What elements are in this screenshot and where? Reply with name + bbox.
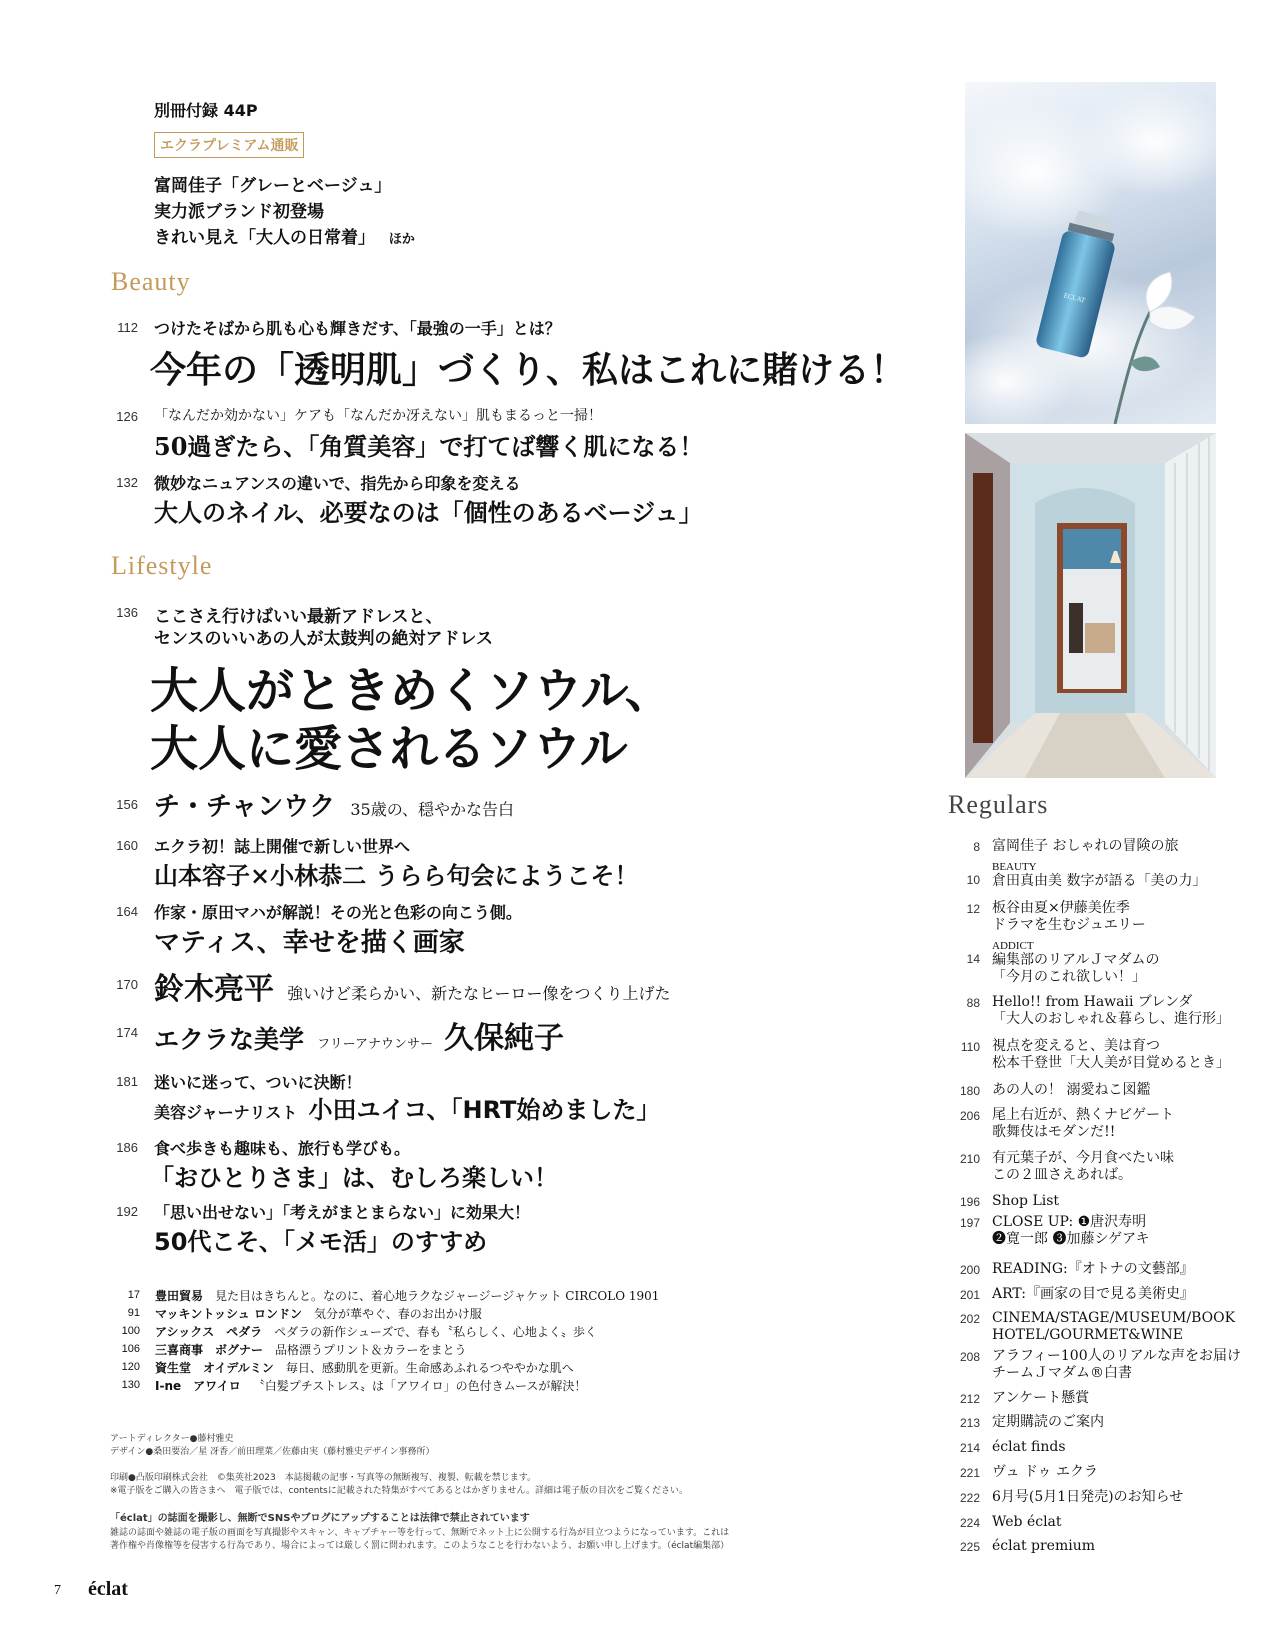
regular-title-line: この２皿さえあれば。: [992, 1167, 1132, 1183]
regular-item: [992, 1439, 1066, 1456]
regular-title-line: éclat finds: [992, 1439, 1066, 1455]
supplement-hoka: ほか: [388, 232, 415, 247]
regular-page: 208: [959, 1350, 980, 1364]
feature-title: 大人がときめくソウル、: [150, 663, 673, 719]
ad-item: [155, 1341, 467, 1358]
ad-brand: マッキントッシュ ロンドン: [155, 1307, 302, 1321]
warning-text: 著作権や肖像権等を侵害する行為であり、場合によっては厳しく罰に問われます。このようなことを行わないよう、お願い申し上げます。（éclat編集部）: [110, 1541, 730, 1551]
ad-brand: I-ne アワイロ: [155, 1379, 241, 1393]
page-number: 186: [116, 1140, 138, 1155]
supplement-line: [154, 223, 415, 248]
article-lead: 迷いに迷って、ついに決断！: [154, 1073, 362, 1092]
ad-page: 17: [127, 1289, 140, 1301]
regular-page: 222: [959, 1491, 980, 1505]
article-title: 50過ぎたら、「角質美容」で打てば響く肌になる！: [154, 432, 704, 461]
regular-page: 214: [959, 1441, 980, 1455]
page-number: 160: [116, 838, 138, 853]
regular-title-line: 有元葉子が、今月食べたい味: [992, 1150, 1174, 1166]
product-photo: [965, 82, 1216, 424]
section-heading-lifestyle: Lifestyle: [111, 551, 213, 580]
regular-page: 12: [966, 902, 980, 916]
regular-item: [992, 900, 1146, 934]
regular-item: [992, 1390, 1089, 1407]
ad-brand: 三喜商事 ボグナー: [155, 1343, 264, 1357]
article-title: 今年の「透明肌」づくり、私はこれに賭ける！: [150, 349, 907, 391]
regular-title-line: 「今月のこれ欲しい！」: [992, 969, 1146, 985]
article-sub: 美容ジャーナリスト: [154, 1103, 298, 1122]
folio-logo: éclat: [88, 1578, 128, 1600]
regular-page: 88: [966, 996, 980, 1010]
regular-title-line: 尾上右近が、熱くナビゲート: [992, 1107, 1174, 1123]
ad-text: 見た目はきちんと。なのに、着心地ラクなジャージージャケット CIRCOLO 1901: [215, 1289, 660, 1303]
article-title-text: エクラな美学: [154, 1025, 305, 1054]
regular-item: [992, 1082, 1150, 1099]
regular-title-line: éclat premium: [992, 1538, 1096, 1554]
regular-title-line: アラフィー100人のリアルな声をお届け: [992, 1348, 1242, 1364]
regular-page: 202: [959, 1312, 980, 1326]
page-number: 192: [116, 1204, 138, 1219]
regular-page: 224: [959, 1516, 980, 1530]
regular-item: [992, 1150, 1174, 1184]
regular-title-line: 視点を変えると、美は育つ: [992, 1038, 1160, 1054]
page-number: 181: [116, 1074, 138, 1089]
regular-item: [992, 1514, 1062, 1531]
regular-title-line: Shop List: [992, 1193, 1060, 1209]
regular-page: 210: [959, 1152, 980, 1166]
credit-ebook: ※電子版をご購入の皆さまへ 電子版では、contentsに記載された特集がすべてあるとはかぎりません。詳細は電子版の目次をご覧ください。: [110, 1486, 689, 1496]
article-title: [154, 1013, 564, 1057]
supplement-line: 実力派ブランド初登場: [154, 202, 324, 222]
ad-item: [155, 1359, 574, 1376]
ad-item: [155, 1377, 586, 1394]
regular-page: 8: [973, 840, 980, 854]
page-number: 156: [116, 797, 138, 812]
regular-title-line: Web éclat: [992, 1514, 1062, 1530]
regular-item: [992, 1286, 1194, 1303]
article-name: 久保純子: [444, 1021, 565, 1056]
regular-title-line: ART:『画家の目で見る美術史』: [992, 1286, 1194, 1302]
regular-title-line: ドラマを生むジュエリー: [992, 917, 1146, 933]
regular-kicker: ADDICT: [992, 940, 1034, 952]
ad-brand: 資生堂 オイデルミン: [155, 1361, 274, 1375]
ad-page: 106: [121, 1343, 140, 1355]
regular-page: 14: [966, 952, 980, 966]
article-lead: 作家・原田マハが解説！その光と色彩の向こう側。: [154, 903, 522, 922]
regular-item: [992, 1310, 1235, 1344]
regular-page: 213: [959, 1416, 980, 1430]
credit-art-director: アートディレクター●藤村雅史: [110, 1434, 234, 1444]
ad-page: 130: [121, 1379, 140, 1391]
regular-title-line: ヴュ ドゥ エクラ: [992, 1464, 1098, 1480]
regular-title-line: CLOSE UP: ❶唐沢寿明: [992, 1214, 1147, 1230]
article-title: 「おひとりさま」は、むしろ楽しい！: [150, 1164, 558, 1192]
regular-page: 212: [959, 1392, 980, 1406]
regular-page: 180: [959, 1084, 980, 1098]
article-sub: フリーアナウンサー: [317, 1037, 433, 1052]
article-sub: 強いけど柔らかい、新たなヒーロー像をつくり上げた: [287, 984, 671, 1003]
article-lead: 食べ歩きも趣味も、旅行も学びも。: [154, 1139, 411, 1158]
page-number: 136: [116, 605, 138, 620]
regular-title-line: 富岡佳子 おしゃれの冒険の旅: [992, 838, 1179, 854]
page-number: 170: [116, 977, 138, 992]
ad-text: 気分が華やぐ、春のお出かけ服: [313, 1307, 482, 1321]
regular-title-line: READING:『オトナの文藝部』: [992, 1261, 1194, 1277]
article-title-text: チ・チャンウク: [154, 792, 336, 822]
regular-page: 206: [959, 1109, 980, 1123]
article-title: 大人のネイル、必要なのは「個性のあるベージュ」: [154, 499, 703, 527]
product-label: ECLAT: [1062, 291, 1086, 305]
ad-text: 毎日、感動肌を更新。生命感あふれるつややかな肌へ: [285, 1361, 574, 1375]
regular-title-line: HOTEL/GOURMET&WINE: [992, 1327, 1184, 1343]
article-lead: 「なんだか効かない」ケアも「なんだか冴えない」肌もまるっと一掃！: [154, 408, 602, 424]
section-heading-regulars: Regulars: [948, 790, 1049, 819]
regular-item: [992, 1348, 1241, 1382]
regular-item: [992, 1489, 1183, 1506]
regular-page: 200: [959, 1263, 980, 1277]
hotel-hallway-photo: [965, 433, 1216, 778]
regular-title-line: 編集部のリアルＪマダムの: [992, 952, 1160, 968]
article-title-text: 鈴木亮平: [154, 972, 274, 1007]
article-sub: 35歳の、穏やかな告白: [350, 800, 515, 819]
article-title: [154, 786, 514, 823]
ad-item: [155, 1323, 597, 1340]
regular-title-line: 「大人のおしゃれ＆暮らし、進行形」: [992, 1011, 1230, 1027]
article-title: 山本容子×小林恭二 うらら句会にようこそ！: [154, 861, 639, 890]
article-lead: エクラ初！誌上開催で新しい世界へ: [154, 837, 411, 856]
product-illustration: [965, 82, 1216, 424]
regular-item: [992, 1107, 1174, 1141]
regular-title-line: 定期購読のご案内: [992, 1414, 1104, 1430]
regular-title-line: あの人の！ 溺愛ねこ図鑑: [992, 1082, 1151, 1098]
ad-page: 100: [121, 1325, 140, 1337]
regular-title-line: CINEMA/STAGE/MUSEUM/BOOK: [992, 1310, 1236, 1326]
regular-title-line: 6月号(5月1日発売)のお知らせ: [992, 1489, 1184, 1505]
page-number: 132: [116, 475, 138, 490]
credit-design: デザイン●桑田要治／星 冴香／前田理菜／佐藤由実（藤村雅史デザイン事務所）: [110, 1447, 435, 1457]
regular-item: [992, 994, 1230, 1028]
regular-item: [992, 1538, 1095, 1555]
regular-item: [992, 1214, 1150, 1248]
article-lead: 「思い出せない」「考えがまとまらない」に効果大！: [154, 1203, 531, 1222]
article-lead: つけたそばから肌も心も輝きだす、「最強の一手」とは？: [154, 319, 561, 338]
regular-item: [992, 1464, 1098, 1481]
regular-page: 10: [966, 873, 980, 887]
ad-text: ペダラの新作シューズで、春も〝私らしく、心地よく〟歩く: [274, 1325, 597, 1339]
regular-title-line: チームＪマダム®白書: [992, 1365, 1132, 1381]
feature-lead: センスのいいあの人が太鼓判の絶対アドレス: [154, 629, 493, 649]
regular-title-line: Hello!! from Hawaii ブレンダ: [992, 994, 1193, 1010]
article-title-text: 小田ユイコ、「HRT始めました」: [308, 1096, 661, 1124]
ad-item: [155, 1305, 482, 1322]
article-title: [154, 964, 670, 1008]
regular-item: [992, 861, 1206, 890]
warning-text: 雑誌の誌面や雑誌の電子版の画面を写真撮影やスキャン、キャプチャー等を行って、無断でネット上に公開する行為が目立つようになっています。これは: [110, 1528, 730, 1538]
folio-page-number: 7: [54, 1583, 61, 1598]
page-number: 164: [116, 904, 138, 919]
ad-text: 品格漂うプリント＆カラーをまとう: [275, 1343, 467, 1357]
supplement-title: 別冊付録 44P: [154, 101, 258, 120]
article-title: マティス、幸せを描く画家: [154, 928, 465, 958]
ad-page: 120: [121, 1361, 140, 1373]
article-title: [154, 1090, 660, 1125]
regular-page: 196: [959, 1195, 980, 1209]
regular-page: 197: [959, 1216, 980, 1230]
feature-title: 大人に愛されるソウル: [150, 721, 628, 777]
credit-print: 印刷●凸版印刷株式会社 ©集英社2023 本誌掲載の記事・写真等の無断複写、複製、転載を禁じます。: [110, 1473, 537, 1483]
supplement-tag: エクラプレミアム通販: [154, 132, 304, 158]
regular-title-line: 松本千登世「大人美が目覚めるとき」: [992, 1055, 1230, 1071]
ad-brand: アシックス ペダラ: [155, 1325, 263, 1339]
regular-page: 110: [960, 1040, 980, 1054]
page-number: 174: [116, 1025, 138, 1040]
regular-page: 201: [959, 1288, 980, 1302]
ad-brand: 豊田貿易: [155, 1289, 204, 1303]
warning-title: 「éclat」の誌面を撮影し、無断でSNSやブログにアップすることは法律で禁止されています: [110, 1513, 530, 1524]
supplement-line: 富岡佳子「グレーとベージュ」: [154, 176, 392, 196]
regular-item: [992, 1193, 1059, 1210]
regular-page: 225: [959, 1540, 980, 1554]
page-number: 112: [117, 320, 138, 335]
hallway-illustration: [965, 433, 1216, 778]
regular-item: [992, 1038, 1230, 1072]
regular-kicker: BEAUTY: [992, 861, 1037, 873]
ad-item: [155, 1287, 659, 1304]
regular-item: [992, 838, 1178, 855]
regular-title-line: 板谷由夏×伊藤美佐季: [992, 900, 1130, 916]
section-heading-beauty: Beauty: [111, 267, 191, 296]
regular-item: [992, 1261, 1194, 1278]
article-lead: 微妙なニュアンスの違いで、指先から印象を変える: [154, 474, 521, 493]
ad-page: 91: [127, 1307, 140, 1319]
regular-item: [992, 1414, 1104, 1431]
supplement-line-text: きれい見え「大人の日常着」: [154, 228, 375, 248]
feature-lead: ここさえ行けばいい最新アドレスと、: [154, 607, 443, 627]
article-title: 50代こそ、「メモ活」のすすめ: [154, 1228, 488, 1256]
regular-item: [992, 940, 1159, 986]
ad-text: 〝白髪プチストレス〟は「アワイロ」の色付きムースが解決！: [252, 1379, 587, 1393]
page-number: 126: [116, 409, 138, 424]
regular-title-line: ❷寛一郎 ❸加藤シゲアキ: [992, 1231, 1150, 1247]
regular-page: 221: [959, 1466, 980, 1480]
regular-title-line: 歌舞伎はモダンだ!!: [992, 1124, 1116, 1140]
regular-title-line: アンケート懸賞: [992, 1390, 1090, 1406]
regular-title-line: 倉田真由美 数字が語る「美の力」: [992, 873, 1207, 889]
